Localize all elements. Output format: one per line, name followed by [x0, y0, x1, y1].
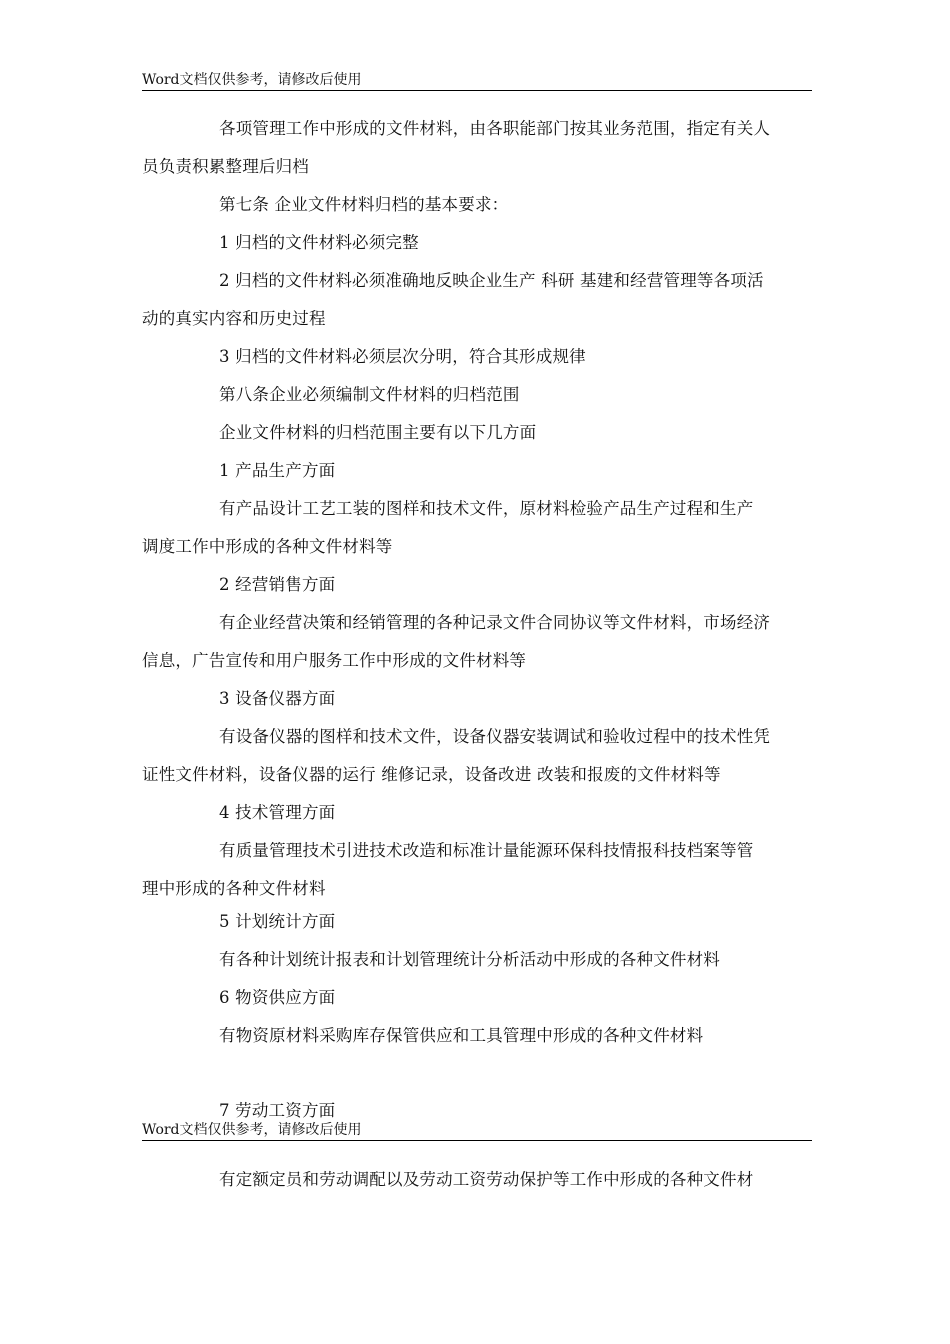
paragraph-line: 各项管理工作中形成的文件材料，由各职能部门按其业务范围，指定有关人 [219, 119, 771, 138]
list-item: 3 归档的文件材料必须层次分明，符合其形成规律 [219, 347, 586, 366]
paragraph-line: 员负责积累整理后归档 [142, 157, 309, 176]
paragraph-line: 证性文件材料，设备仪器的运行 维修记录，设备改进 改装和报废的文件材料等 [142, 765, 721, 784]
article-heading: 第八条企业必须编制文件材料的归档范围 [219, 385, 520, 404]
section-heading: 1 产品生产方面 [219, 461, 336, 480]
paragraph-line: 有设备仪器的图样和技术文件，设备仪器安装调试和验收过程中的技术性凭 [219, 727, 771, 746]
page-header: Word文档仅供参考，请修改后使用 [142, 71, 812, 91]
paragraph-line: 有各种计划统计报表和计划管理统计分析活动中形成的各种文件材料 [219, 950, 720, 969]
section-heading: 6 物资供应方面 [219, 988, 336, 1007]
paragraph-line: 有企业经营决策和经销管理的各种记录文件合同协议等文件材料，市场经济 [219, 613, 771, 632]
paragraph-line: 有定额定员和劳动调配以及劳动工资劳动保护等工作中形成的各种文件材 [219, 1170, 754, 1189]
section-heading: 5 计划统计方面 [219, 912, 336, 931]
section-heading: 2 经营销售方面 [219, 575, 336, 594]
page-header: Word文档仅供参考，请修改后使用 [142, 1121, 812, 1141]
article-heading: 第七条 企业文件材料归档的基本要求： [219, 195, 509, 214]
list-item: 2 归档的文件材料必须准确地反映企业生产 科研 基建和经营管理等各项活 [219, 271, 764, 290]
paragraph-line: 有物资原材料采购库存保管供应和工具管理中形成的各种文件材料 [219, 1026, 704, 1045]
list-item: 1 归档的文件材料必须完整 [219, 233, 419, 252]
paragraph-line: 有产品设计工艺工装的图样和技术文件，原材料检验产品生产过程和生产 [219, 499, 754, 518]
paragraph-line: 调度工作中形成的各种文件材料等 [142, 537, 393, 556]
paragraph-line: 信息，广告宣传和用户服务工作中形成的文件材料等 [142, 651, 527, 670]
section-heading: 3 设备仪器方面 [219, 689, 336, 708]
paragraph-line: 理中形成的各种文件材料 [142, 879, 326, 898]
paragraph-line: 动的真实内容和历史过程 [142, 309, 326, 328]
paragraph-line: 有质量管理技术引进技术改造和标准计量能源环保科技情报科技档案等管 [219, 841, 754, 860]
paragraph-line: 企业文件材料的归档范围主要有以下几方面 [219, 423, 537, 442]
section-heading: 4 技术管理方面 [219, 803, 336, 822]
section-heading: 7 劳动工资方面 [219, 1101, 336, 1120]
